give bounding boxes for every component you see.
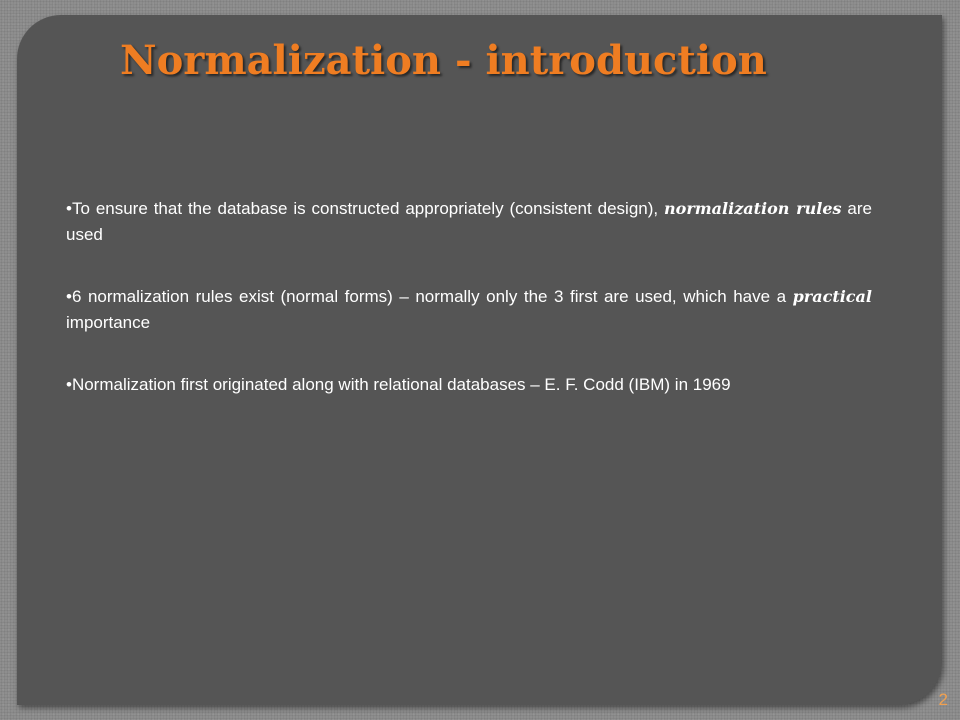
- bullet-text: are used: [66, 199, 872, 244]
- bullet-mark: •: [66, 287, 72, 306]
- bullet-item: [66, 196, 872, 248]
- bullet-item: [66, 372, 872, 398]
- bullet-mark: •: [66, 199, 72, 218]
- bullet-list: [66, 196, 872, 434]
- bullet-item: [66, 284, 872, 336]
- bullet-emphasis: practical: [792, 287, 872, 306]
- bullet-text: Normalization first originated along with relational databases – E. F. Codd (IBM) in 1969: [71, 375, 731, 394]
- bullet-text: To ensure that the database is constructed appropriately (consistent design),: [71, 199, 665, 218]
- bullet-text: 6 normalization rules exist (normal forms) – normally only the 3 first are used, which have a: [71, 287, 793, 306]
- bullet-text: importance: [66, 313, 151, 332]
- bullet-mark: •: [66, 375, 72, 394]
- bullet-emphasis: normalization rules: [664, 199, 842, 218]
- slide-number: 2: [938, 690, 948, 709]
- slide-title: Normalization - introduction: [120, 37, 767, 84]
